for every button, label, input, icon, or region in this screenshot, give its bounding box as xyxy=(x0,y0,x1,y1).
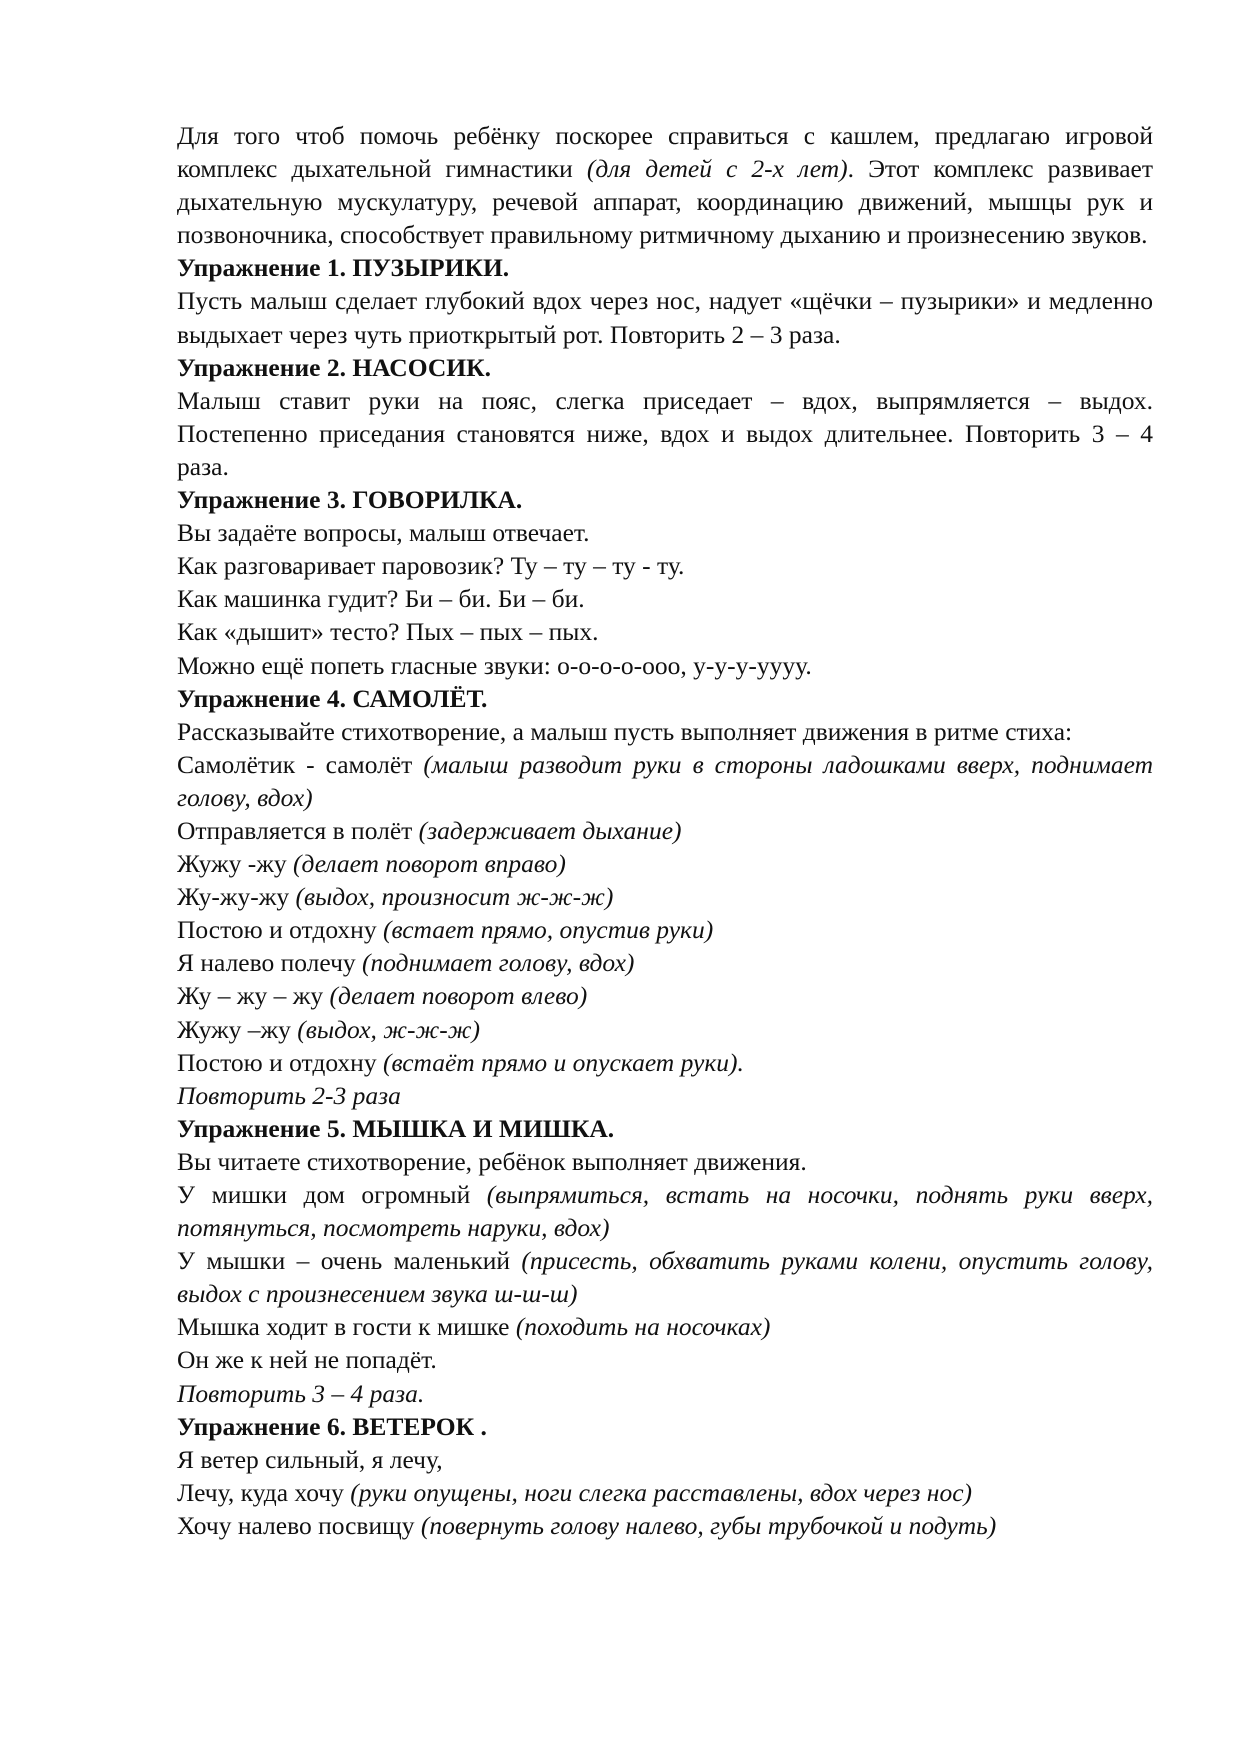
verse-text: У мишки дом огромный xyxy=(177,1180,487,1209)
exercise-3-line: Вы задаёте вопросы, малыш отвечает. xyxy=(177,518,590,548)
intro-paragraph xyxy=(177,119,1153,251)
exercise-4-intro: Рассказывайте стихотворение, а малыш пусть выполняет движения в ритме стиха: xyxy=(177,716,1073,746)
exercise-2-text: Малыш ставит руки на пояс, слегка приседает – вдох, выпрямляется – выдох. Постепенно приседания становятся ниже, вдох и выдох длительнее. Повторить 3 – 4 раза. xyxy=(177,385,1153,481)
exercise-4-verse xyxy=(177,1046,1153,1079)
exercise-4-verse xyxy=(177,748,1153,814)
verse-action: (выдох, ж-ж-ж) xyxy=(297,1014,480,1044)
intro-text-2: . Этот комплекс развивает дыхательную мускулатуру, речевой аппарат, координацию движений, мышцы рук и позвоночника, способствует правильному ритмичному дыханию и произнесению звуков. xyxy=(177,154,1153,250)
exercise-4-verse xyxy=(177,814,1153,847)
exercise-3-line: Можно ещё попеть гласные звуки: о-о-о-о-ооо, у-у-у-уууу. xyxy=(177,650,812,680)
verse-text: Отправляется в полёт xyxy=(177,815,419,845)
document-body xyxy=(177,119,1153,1542)
verse-text: Жу – жу – жу xyxy=(177,981,330,1011)
verse-action: (повернуть голову налево, губы трубочкой и подуть) xyxy=(420,1510,997,1540)
verse-text: Жу-жу-жу xyxy=(177,882,296,912)
exercise-4-verse xyxy=(177,1013,1153,1046)
exercise-5-verse xyxy=(177,1310,1153,1343)
verse-text: Я ветер сильный, я лечу, xyxy=(177,1444,443,1474)
verse-action: (поднимает голову, вдох) xyxy=(362,948,635,978)
verse-text: Жужу –жу xyxy=(177,1014,298,1044)
exercise-5-title: Упражнение 5. МЫШКА И МИШКА. xyxy=(177,1113,615,1143)
verse-action: (встаёт прямо и опускает руки). xyxy=(382,1047,744,1077)
verse-text: Мышка ходит в гости к мишке xyxy=(177,1312,516,1342)
exercise-4-repeat: Повторить 2-3 раза xyxy=(177,1080,401,1110)
verse-action: (делает поворот вправо) xyxy=(293,849,566,879)
verse-action: (походить на носочках) xyxy=(515,1312,771,1342)
exercise-5-verse xyxy=(177,1343,1153,1376)
verse-text: Я налево полечу xyxy=(177,948,363,978)
exercise-3-line: Как машинка гудит? Би – би. Би – би. xyxy=(177,584,585,614)
exercise-4-verse xyxy=(177,880,1153,913)
verse-action: (присесть, обхватить руками колени, опустить голову, выдох с произнесением звука ш-ш-ш) xyxy=(177,1246,1153,1309)
exercise-4-verse xyxy=(177,847,1153,880)
exercise-6-title: Упражнение 6. ВЕТЕРОК . xyxy=(177,1411,487,1441)
exercise-6-verse xyxy=(177,1509,1153,1542)
verse-text: У мышки – очень маленький xyxy=(177,1246,522,1276)
exercise-1-text: Пусть малыш сделает глубокий вдох через нос, надует «щёчки – пузырики» и медленно выдыхает через чуть приоткрытый рот. Повторить 2 – 3 раза. xyxy=(177,286,1153,349)
exercise-5-verse xyxy=(177,1178,1153,1244)
verse-action: (делает поворот влево) xyxy=(329,981,588,1011)
exercise-5-verse xyxy=(177,1244,1153,1310)
verse-action: (руки опущены, ноги слегка расставлены, вдох через нос) xyxy=(350,1477,973,1507)
intro-age-note: (для детей с 2-х лет) xyxy=(586,154,848,184)
verse-action: (малыш разводит руки в стороны ладошками вверх, поднимает голову, вдох) xyxy=(177,749,1153,812)
verse-text: Постою и отдохну xyxy=(177,915,383,945)
exercise-3-line: Как разговаривает паровозик? Ту – ту – ту - ту. xyxy=(177,551,685,581)
exercise-3-title: Упражнение 3. ГОВОРИЛКА. xyxy=(177,485,523,515)
verse-text: Самолётик - самолёт xyxy=(177,749,424,779)
exercise-4-verse xyxy=(177,913,1153,946)
verse-text: Жужу -жу xyxy=(177,849,293,879)
verse-action: (задерживает дыхание) xyxy=(418,815,682,845)
exercise-4-verse xyxy=(177,946,1153,979)
exercise-5-repeat: Повторить 3 – 4 раза. xyxy=(177,1378,425,1408)
exercise-2-title: Упражнение 2. НАСОСИК. xyxy=(177,352,491,382)
intro-text-1: Для того чтоб помочь ребёнку поскорее справиться с кашлем, предлагаю игровой комплекс дыхательной гимнастики xyxy=(177,121,1153,184)
verse-text: Хочу налево посвищу xyxy=(177,1510,421,1540)
exercise-4-verse xyxy=(177,979,1153,1012)
verse-action: (выпрямиться, встать на носочки, поднять руки вверх, потянуться, посмотреть наруки, вдох) xyxy=(177,1180,1153,1243)
exercise-4-title: Упражнение 4. САМОЛЁТ. xyxy=(177,683,488,713)
exercise-6-verse xyxy=(177,1476,1153,1509)
verse-text: Лечу, куда хочу xyxy=(177,1477,351,1507)
verse-action: (встает прямо, опустив руки) xyxy=(382,915,714,945)
exercise-1-title: Упражнение 1. ПУЗЫРИКИ. xyxy=(177,253,510,283)
exercise-5-intro: Вы читаете стихотворение, ребёнок выполняет движения. xyxy=(177,1146,807,1176)
exercise-6-verse xyxy=(177,1443,1153,1476)
verse-action: (выдох, произносит ж-ж-ж) xyxy=(295,882,614,912)
verse-text: Постою и отдохну xyxy=(177,1047,383,1077)
verse-text: Он же к ней не попадёт. xyxy=(177,1345,437,1375)
exercise-3-line: Как «дышит» тесто? Пых – пых – пых. xyxy=(177,617,599,647)
